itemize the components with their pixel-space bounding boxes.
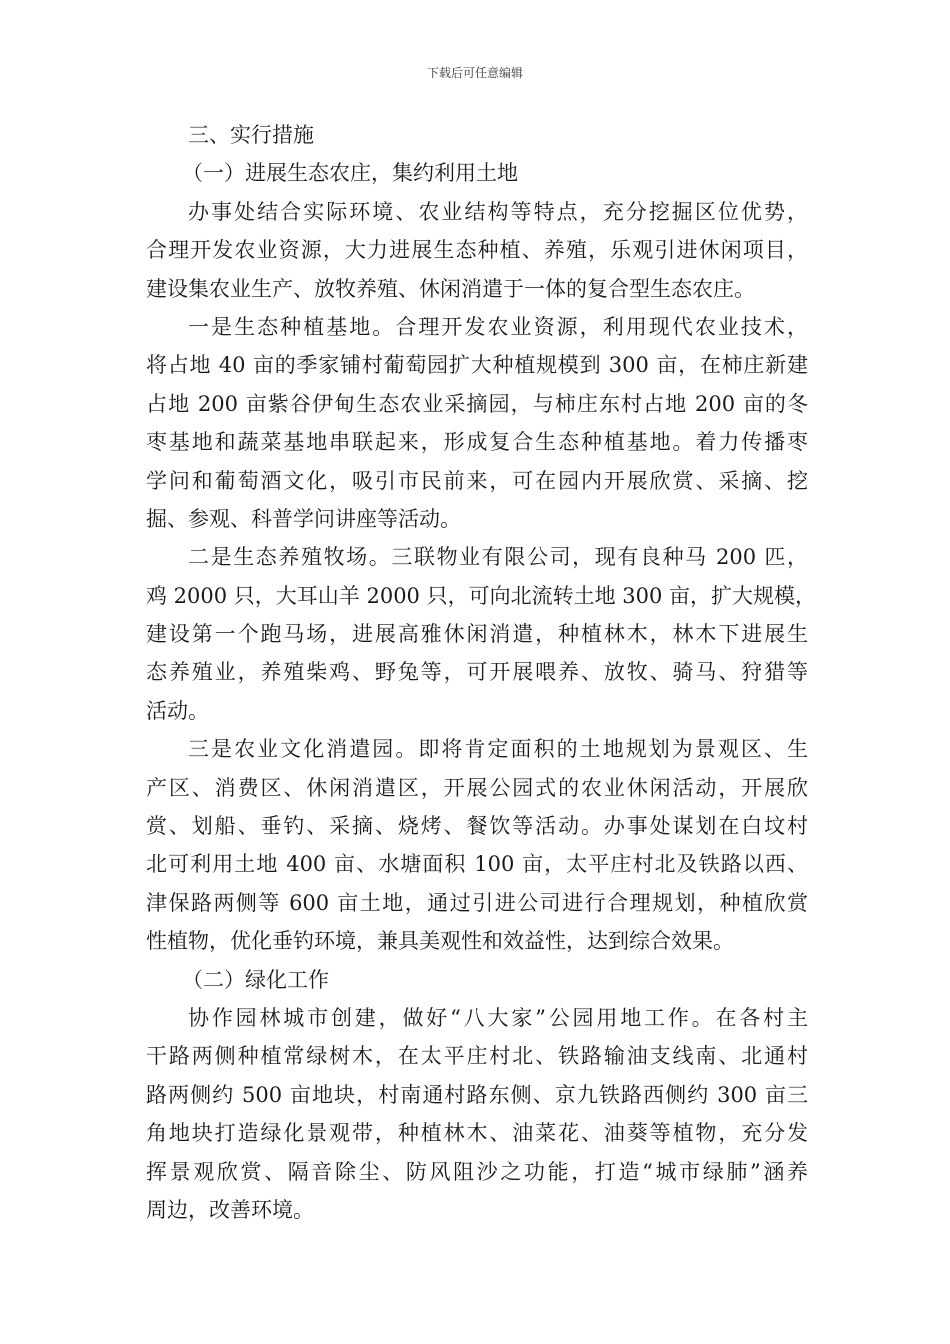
paragraph-line: 北可利用土地 400 亩、水塘面积 100 亩，太平庄村北及铁路以西、: [146, 852, 808, 877]
paragraph-line: 掘、参观、科普学问讲座等活动。: [146, 506, 461, 531]
paragraph-line: 挥景观欣赏、隔音除尘、防风阻沙之功能，打造“城市绿肺”涵养: [146, 1159, 808, 1184]
paragraph-line: 学问和葡萄酒文化，吸引市民前来，可在园内开展欣赏、采摘、挖: [146, 468, 808, 493]
paragraph-4: [146, 730, 808, 960]
paragraph-line: 津保路两侧等 600 亩土地，通过引进公司进行合理规划，种植欣赏: [146, 890, 808, 915]
subsection-heading-1: （一）进展生态农庄，集约利用土地: [182, 161, 518, 186]
paragraph-line: 合理开发农业资源，大力进展生态种植、养殖，乐观引进休闲项目，: [146, 238, 808, 263]
paragraph-1: [146, 193, 808, 308]
paragraph-line: 干路两侧种植常绿树木，在太平庄村北、铁路输油支线南、北通村: [146, 1044, 808, 1069]
paragraph-line: 二是生态养殖牧场。三联物业有限公司，现有良种马 200 匹，: [188, 545, 808, 570]
paragraph-line: 三是农业文化消遣园。即将肯定面积的土地规划为景观区、生: [188, 737, 808, 762]
paragraph-line: 赏、划船、垂钓、采摘、烧烤、餐饮等活动。办事处谋划在白坟村: [146, 814, 808, 839]
paragraph-line: 建设集农业生产、放牧养殖、休闲消遣于一体的复合型生态农庄。: [146, 276, 755, 301]
page-header: 下载后可任意编辑: [426, 66, 523, 80]
paragraph-line: 将占地 40 亩的季家铺村葡萄园扩大种植规模到 300 亩，在柿庄新建: [146, 353, 808, 378]
subsection-heading-2: （二）绿化工作: [182, 967, 329, 992]
paragraph-2: [146, 308, 808, 538]
paragraph-line: 周边，改善环境。: [146, 1197, 314, 1222]
paragraph-line: 建设第一个跑马场，进展高雅休闲消遣，种植林木，林木下进展生: [146, 622, 808, 647]
section-title: 三、实行措施: [188, 123, 314, 147]
paragraph-line: 一是生态种植基地。合理开发农业资源，利用现代农业技术，: [188, 314, 808, 339]
document-body: [146, 116, 817, 1229]
paragraph-line: 占地 200 亩紫谷伊甸生态农业采摘园，与柿庄东村占地 200 亩的冬: [146, 391, 808, 416]
paragraph-line: 路两侧约 500 亩地块，村南通村路东侧、京九铁路西侧约 300 亩三: [146, 1082, 808, 1107]
paragraph-3: [146, 538, 817, 730]
paragraph-line: 活动。: [146, 698, 209, 723]
paragraph-line: 性植物，优化垂钓环境，兼具美观性和效益性，达到综合效果。: [146, 929, 734, 954]
paragraph-line: 产区、消费区、休闲消遣区，开展公园式的农业休闲活动，开展欣: [146, 775, 808, 800]
paragraph-5: [146, 999, 808, 1229]
paragraph-line: 态养殖业，养殖柴鸡、野兔等，可开展喂养、放牧、骑马、狩猎等: [146, 660, 808, 685]
paragraph-line: 角地块打造绿化景观带，种植林木、油菜花、油葵等植物，充分发: [146, 1121, 808, 1146]
paragraph-line: 鸡 2000 只，大耳山羊 2000 只，可向北流转土地 300 亩，扩大规模，: [146, 583, 817, 608]
paragraph-line: 办事处结合实际环境、农业结构等特点，充分挖掘区位优势，: [188, 199, 808, 224]
paragraph-line: 协作园林城市创建，做好“八大家”公园用地工作。在各村主: [188, 1005, 808, 1030]
paragraph-line: 枣基地和蔬菜基地串联起来，形成复合生态种植基地。着力传播枣: [146, 430, 808, 455]
